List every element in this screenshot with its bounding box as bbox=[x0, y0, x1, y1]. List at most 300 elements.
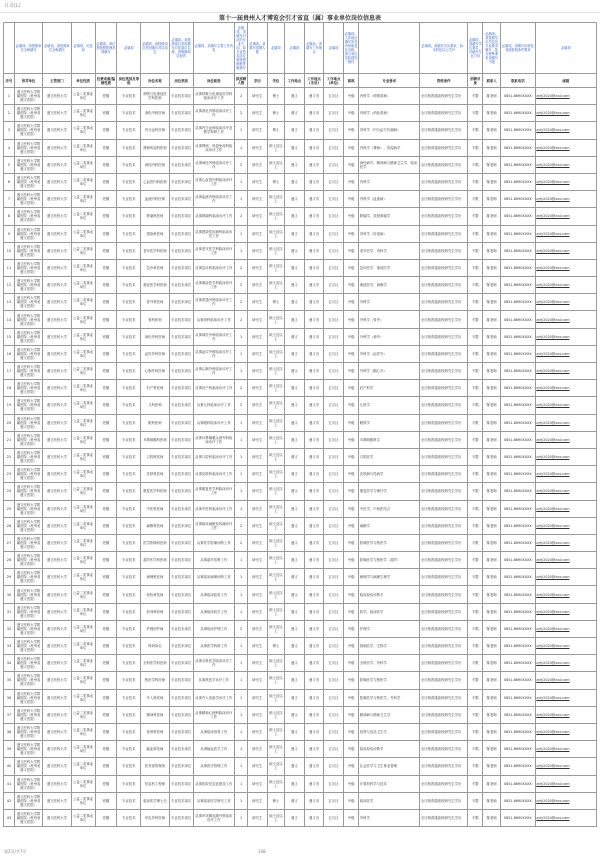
cell-contact: 陈老师 bbox=[483, 534, 500, 551]
cell-city: 遵义市 bbox=[304, 208, 324, 225]
cell-location: 遵义 bbox=[285, 603, 305, 620]
cell-funding: 差额 bbox=[95, 500, 117, 517]
cell-email[interactable]: zyfy2024@xxx.com bbox=[535, 414, 596, 431]
cell-title: 中级 bbox=[343, 775, 358, 792]
cell-duties: 从事耳鼻咽喉头颈外科临床诊疗工作 bbox=[193, 431, 234, 448]
cell-duties: 从事皮肤科临床诊疗工作 bbox=[193, 466, 234, 483]
cell-post-type: 专业技术岗位 bbox=[169, 534, 193, 551]
cell-index: 28 bbox=[4, 552, 15, 569]
cell-duties: 从事临床营养工作 bbox=[193, 723, 234, 740]
cell-post-class: 专业技术 bbox=[117, 294, 141, 311]
cell-title: 中级 bbox=[343, 689, 358, 706]
cell-unit: 遵义医科大学附属医院（贵州省遵义医院） bbox=[14, 586, 42, 603]
cell-major: 耳鼻咽喉科学 bbox=[359, 431, 420, 448]
cell-district: 汇川区 bbox=[324, 758, 344, 775]
cell-post-type: 专业技术岗位 bbox=[169, 139, 193, 156]
cell-count: 2 bbox=[235, 277, 248, 294]
cell-qualification: 全日制普通高校研究生学历 bbox=[420, 156, 468, 173]
cell-email[interactable]: zyfy2024@xxx.com bbox=[535, 792, 596, 809]
cell-degree: 硕士及以上 bbox=[267, 225, 284, 242]
cell-post-class: 专业技术 bbox=[117, 638, 141, 655]
cell-email[interactable]: zyfy2024@xxx.com bbox=[535, 500, 596, 517]
cell-city: 遵义市 bbox=[304, 809, 324, 826]
cell-location: 遵义 bbox=[285, 139, 305, 156]
cell-phone: 0851-8690XXXX bbox=[500, 414, 535, 431]
cell-post-name: 护理部护师 bbox=[141, 620, 169, 637]
cell-phone: 0851-8690XXXX bbox=[500, 706, 535, 723]
cell-index: 39 bbox=[4, 741, 15, 758]
cell-education: 研究生 bbox=[248, 706, 268, 723]
cell-phone: 0851-8690XXXX bbox=[500, 517, 535, 534]
requirement-cell: 必填项。须填写对应的专业方向，如专业技术岗位需按照职称等级填写 bbox=[235, 23, 248, 74]
cell-location: 遵义 bbox=[285, 380, 305, 397]
cell-title: 中级 bbox=[343, 242, 358, 259]
cell-unit: 遵义医科大学附属医院（贵州省遵义医院） bbox=[14, 689, 42, 706]
column-header-location: 工作地点 bbox=[285, 74, 305, 88]
cell-district: 汇川区 bbox=[324, 139, 344, 156]
cell-email[interactable]: zyfy2024@xxx.com bbox=[535, 448, 596, 465]
cell-email[interactable]: zyfy2024@xxx.com bbox=[535, 380, 596, 397]
cell-count: 1 bbox=[235, 552, 248, 569]
cell-education: 研究生 bbox=[248, 156, 268, 173]
cell-duties: 从事肾病、风湿免疫科临床诊疗工作 bbox=[193, 139, 234, 156]
toolbar-label[interactable]: 目录(L) bbox=[4, 3, 21, 9]
cell-index: 1 bbox=[4, 88, 15, 105]
cell-duties: 从事眼科临床诊疗工作 bbox=[193, 414, 234, 431]
cell-location: 遵义 bbox=[285, 792, 305, 809]
cell-degree: 硕士及以上 bbox=[267, 431, 284, 448]
cell-post-name: 营养科医师 bbox=[141, 723, 169, 740]
cell-unit-type: 公益二类事业单位 bbox=[71, 156, 95, 173]
cell-index: 37 bbox=[4, 706, 15, 723]
cell-post-type: 专业技术岗位 bbox=[169, 242, 193, 259]
cell-unit-type: 公益二类事业单位 bbox=[71, 792, 95, 809]
cell-unit: 遵义医科大学附属医院（贵州省遵义医院） bbox=[14, 517, 42, 534]
cell-count: 1 bbox=[235, 345, 248, 362]
cell-post-class: 专业技术 bbox=[117, 414, 141, 431]
cell-duties: 从事神经内科临床诊疗工作 bbox=[193, 156, 234, 173]
cell-email[interactable]: zyfy2024@xxx.com bbox=[535, 723, 596, 740]
cell-education: 研究生 bbox=[248, 191, 268, 208]
cell-location: 遵义 bbox=[285, 448, 305, 465]
cell-degree: 硕士及以上 bbox=[267, 620, 284, 637]
cell-education: 研究生 bbox=[248, 122, 268, 139]
cell-location: 遵义 bbox=[285, 431, 305, 448]
cell-qualification: 全日制普通高校研究生学历 bbox=[420, 534, 468, 551]
cell-contact: 陈老师 bbox=[483, 655, 500, 672]
cell-unit-type: 公益二类事业单位 bbox=[71, 191, 95, 208]
cell-duties: 从事医疗管理工作 bbox=[193, 758, 234, 775]
cell-post-type: 专业技术岗位 bbox=[169, 294, 193, 311]
cell-district: 汇川区 bbox=[324, 534, 344, 551]
table-row bbox=[4, 466, 597, 483]
cell-department: 遵义医科大学 bbox=[43, 448, 71, 465]
cell-email[interactable]: zyfy2024@xxx.com bbox=[535, 139, 596, 156]
table-row bbox=[4, 363, 597, 380]
requirement-cell: 必填项 bbox=[267, 23, 284, 74]
cell-city: 遵义市 bbox=[304, 586, 324, 603]
cell-qualification: 全日制普通高校研究生学历 bbox=[420, 294, 468, 311]
cell-post-type: 专业技术岗位 bbox=[169, 431, 193, 448]
cell-department: 遵义医科大学 bbox=[43, 380, 71, 397]
cell-unit-type: 公益二类事业单位 bbox=[71, 569, 95, 586]
cell-department: 遵义医科大学 bbox=[43, 672, 71, 689]
cell-email[interactable]: zyfy2024@xxx.com bbox=[535, 173, 596, 190]
cell-count: 2 bbox=[235, 105, 248, 122]
cell-post-name: 急诊科医师 bbox=[141, 259, 169, 276]
cell-contact: 陈老师 bbox=[483, 380, 500, 397]
cell-unit-type: 公益二类事业单位 bbox=[71, 655, 95, 672]
cell-district: 汇川区 bbox=[324, 672, 344, 689]
cell-post-class: 专业技术 bbox=[117, 689, 141, 706]
cell-major: 计算机科学与技术 bbox=[359, 775, 420, 792]
cell-district: 汇川区 bbox=[324, 294, 344, 311]
cell-email[interactable]: zyfy2024@xxx.com bbox=[535, 809, 596, 826]
cell-duties: 从事妇产科临床诊疗工作 bbox=[193, 380, 234, 397]
cell-major: 临床医学 bbox=[359, 792, 420, 809]
cell-funding: 差额 bbox=[95, 380, 117, 397]
cell-email[interactable]: zyfy2024@xxx.com bbox=[535, 706, 596, 723]
cell-district: 汇川区 bbox=[324, 483, 344, 500]
cell-district: 汇川区 bbox=[324, 500, 344, 517]
cell-district: 汇川区 bbox=[324, 655, 344, 672]
column-header-funding: 经费来源/编制性质 bbox=[95, 74, 117, 88]
cell-post-type: 专业技术岗位 bbox=[169, 448, 193, 465]
cell-post-name: 老年医学科医师 bbox=[141, 242, 169, 259]
cell-email[interactable]: zyfy2024@xxx.com bbox=[535, 225, 596, 242]
cell-qualification: 全日制普通高校研究生学历 bbox=[420, 620, 468, 637]
cell-major: 麻醉学 bbox=[359, 517, 420, 534]
cell-unit-type: 公益二类事业单位 bbox=[71, 225, 95, 242]
cell-unit: 遵义医科大学附属医院（贵州省遵义医院） bbox=[14, 552, 42, 569]
cell-email[interactable]: zyfy2024@xxx.com bbox=[535, 88, 596, 105]
cell-city: 遵义市 bbox=[304, 792, 324, 809]
cell-email[interactable]: zyfy2024@xxx.com bbox=[535, 105, 596, 122]
cell-target: 不限 bbox=[468, 380, 483, 397]
cell-email[interactable]: zyfy2024@xxx.com bbox=[535, 397, 596, 414]
cell-degree: 硕士及以上 bbox=[267, 466, 284, 483]
cell-count: 1 bbox=[235, 689, 248, 706]
cell-qualification: 全日制普通高校研究生学历 bbox=[420, 517, 468, 534]
cell-major: 外科学（胸心外） bbox=[359, 363, 420, 380]
cell-degree: 硕士及以上 bbox=[267, 363, 284, 380]
cell-post-class: 专业技术 bbox=[117, 363, 141, 380]
cell-degree: 硕士及以上 bbox=[267, 259, 284, 276]
cell-major: 内科学 bbox=[359, 173, 420, 190]
cell-index: 11 bbox=[4, 259, 15, 276]
cell-city: 遵义市 bbox=[304, 689, 324, 706]
cell-post-class: 专业技术 bbox=[117, 672, 141, 689]
cell-major: 影像医学与核医学、外科学 bbox=[359, 689, 420, 706]
cell-duties: 从事甲状腺乳腺外科临床诊疗工作 bbox=[193, 809, 234, 826]
cell-email[interactable]: zyfy2024@xxx.com bbox=[535, 483, 596, 500]
cell-major: 精神病与精神卫生学 bbox=[359, 706, 420, 723]
cell-city: 遵义市 bbox=[304, 139, 324, 156]
cell-email[interactable]: zyfy2024@xxx.com bbox=[535, 431, 596, 448]
column-header-duties: 岗位职责 bbox=[193, 74, 234, 88]
cell-location: 遵义 bbox=[285, 517, 305, 534]
cell-post-name: 肾病风湿科医师 bbox=[141, 139, 169, 156]
requirement-cell: 必填项。工作地点填写所在市州和县区名称，须与单位实际情况相符 bbox=[343, 23, 358, 74]
cell-qualification: 全日制普通高校研究生学历 bbox=[420, 139, 468, 156]
cell-email[interactable]: zyfy2024@xxx.com bbox=[535, 552, 596, 569]
cell-phone: 0851-8690XXXX bbox=[500, 191, 535, 208]
cell-unit: 遵义医科大学附属医院（贵州省遵义医院） bbox=[14, 173, 42, 190]
cell-unit: 遵义医科大学附属医院（贵州省遵义医院） bbox=[14, 603, 42, 620]
cell-contact: 陈老师 bbox=[483, 586, 500, 603]
cell-title: 中级 bbox=[343, 569, 358, 586]
requirement-cell: 必填项。须按照单位全称填写 bbox=[14, 23, 42, 74]
cell-unit: 遵义医科大学附属医院（贵州省遵义医院） bbox=[14, 277, 42, 294]
cell-count: 1 bbox=[235, 448, 248, 465]
cell-department: 遵义医科大学 bbox=[43, 517, 71, 534]
cell-funding: 差额 bbox=[95, 792, 117, 809]
cell-email[interactable]: zyfy2024@xxx.com bbox=[535, 672, 596, 689]
cell-degree: 硕士及以上 bbox=[267, 277, 284, 294]
cell-target: 不限 bbox=[468, 586, 483, 603]
cell-email[interactable]: zyfy2024@xxx.com bbox=[535, 758, 596, 775]
cell-district: 汇川区 bbox=[324, 345, 344, 362]
cell-city: 遵义市 bbox=[304, 122, 324, 139]
cell-location: 遵义 bbox=[285, 363, 305, 380]
cell-department: 遵义医科大学 bbox=[43, 741, 71, 758]
table-row bbox=[4, 345, 597, 362]
cell-post-name: 科研岗位 bbox=[141, 638, 169, 655]
cell-email[interactable]: zyfy2024@xxx.com bbox=[535, 156, 596, 173]
cell-district: 汇川区 bbox=[324, 809, 344, 826]
cell-unit-type: 公益二类事业单位 bbox=[71, 105, 95, 122]
cell-post-class: 专业技术 bbox=[117, 706, 141, 723]
cell-duties: 从事医学影像诊断工作 bbox=[193, 534, 234, 551]
cell-target: 不限 bbox=[468, 603, 483, 620]
cell-unit-type: 公益二类事业单位 bbox=[71, 775, 95, 792]
cell-target: 不限 bbox=[468, 741, 483, 758]
cell-post-class: 专业技术 bbox=[117, 655, 141, 672]
cell-email[interactable]: zyfy2024@xxx.com bbox=[535, 122, 596, 139]
cell-email[interactable]: zyfy2024@xxx.com bbox=[535, 259, 596, 276]
cell-district: 汇川区 bbox=[324, 620, 344, 637]
cell-post-name: 精神科医师 bbox=[141, 706, 169, 723]
cell-index: 3 bbox=[4, 122, 15, 139]
cell-duties: 从事康复医学科临床诊疗工作 bbox=[193, 483, 234, 500]
cell-unit: 遵义医科大学附属医院（贵州省遵义医院） bbox=[14, 311, 42, 328]
cell-degree: 硕士及以上 bbox=[267, 689, 284, 706]
cell-location: 遵义 bbox=[285, 741, 305, 758]
cell-email[interactable]: zyfy2024@xxx.com bbox=[535, 569, 596, 586]
cell-location: 遵义 bbox=[285, 552, 305, 569]
cell-department: 遵义医科大学 bbox=[43, 775, 71, 792]
requirement-cell: 必填项。须填写招聘人数 bbox=[248, 23, 268, 74]
cell-funding: 差额 bbox=[95, 775, 117, 792]
cell-index: 42 bbox=[4, 792, 15, 809]
cell-post-class: 专业技术 bbox=[117, 775, 141, 792]
cell-email[interactable]: zyfy2024@xxx.com bbox=[535, 534, 596, 551]
cell-district: 汇川区 bbox=[324, 741, 344, 758]
cell-major: 外科学（骨外） bbox=[359, 311, 420, 328]
cell-post-class: 专业技术 bbox=[117, 723, 141, 740]
column-header-city: 工作地点(市县) bbox=[304, 74, 324, 88]
cell-post-name: 介入科医师 bbox=[141, 689, 169, 706]
column-header-unit-type: 单位性质 bbox=[71, 74, 95, 88]
requirement-cell: 必填项。须填写工作地点 bbox=[304, 23, 324, 74]
cell-major: 外科学（神外） bbox=[359, 328, 420, 345]
cell-post-class: 专业技术 bbox=[117, 328, 141, 345]
cell-target: 不限 bbox=[468, 277, 483, 294]
cell-email[interactable]: zyfy2024@xxx.com bbox=[535, 741, 596, 758]
cell-unit-type: 公益二类事业单位 bbox=[71, 414, 95, 431]
cell-unit-type: 公益二类事业单位 bbox=[71, 758, 95, 775]
cell-index: 22 bbox=[4, 448, 15, 465]
cell-phone: 0851-8690XXXX bbox=[500, 173, 535, 190]
cell-funding: 差额 bbox=[95, 466, 117, 483]
cell-email[interactable]: zyfy2024@xxx.com bbox=[535, 328, 596, 345]
cell-count: 2 bbox=[235, 380, 248, 397]
cell-email[interactable]: zyfy2024@xxx.com bbox=[535, 586, 596, 603]
cell-email[interactable]: zyfy2024@xxx.com bbox=[535, 311, 596, 328]
cell-post-class: 专业技术 bbox=[117, 311, 141, 328]
cell-count: 1 bbox=[235, 500, 248, 517]
cell-post-name: 中医科医师 bbox=[141, 500, 169, 517]
cell-email[interactable]: zyfy2024@xxx.com bbox=[535, 517, 596, 534]
cell-education: 研究生 bbox=[248, 139, 268, 156]
cell-city: 遵义市 bbox=[304, 173, 324, 190]
cell-title: 中级 bbox=[343, 414, 358, 431]
cell-department: 遵义医科大学 bbox=[43, 534, 71, 551]
cell-unit: 遵义医科大学附属医院（贵州省遵义医院） bbox=[14, 345, 42, 362]
cell-unit-type: 公益二类事业单位 bbox=[71, 294, 95, 311]
cell-qualification: 全日制普通高校研究生学历 bbox=[420, 414, 468, 431]
cell-unit: 遵义医科大学附属医院（贵州省遵义医院） bbox=[14, 208, 42, 225]
cell-funding: 差额 bbox=[95, 277, 117, 294]
cell-email[interactable]: zyfy2024@xxx.com bbox=[535, 294, 596, 311]
cell-post-name: 神经外科医师 bbox=[141, 328, 169, 345]
cell-post-type: 专业技术岗位 bbox=[169, 345, 193, 362]
cell-post-type: 专业技术岗位 bbox=[169, 775, 193, 792]
cell-unit: 遵义医科大学附属医院（贵州省遵义医院） bbox=[14, 466, 42, 483]
cell-email[interactable]: zyfy2024@xxx.com bbox=[535, 466, 596, 483]
cell-location: 遵义 bbox=[285, 809, 305, 826]
cell-phone: 0851-8690XXXX bbox=[500, 259, 535, 276]
column-header-email: 邮箱 bbox=[535, 74, 596, 88]
cell-major: 内科学（内分泌与代谢病） bbox=[359, 122, 420, 139]
cell-target: 不限 bbox=[468, 156, 483, 173]
cell-degree: 硕士及以上 bbox=[267, 345, 284, 362]
requirement-cell: 必填项。单位需按照管理类别填写 bbox=[95, 23, 117, 74]
cell-email[interactable]: zyfy2024@xxx.com bbox=[535, 191, 596, 208]
cell-title: 中级 bbox=[343, 294, 358, 311]
cell-post-class: 专业技术 bbox=[117, 809, 141, 826]
column-header-department: 主管部门 bbox=[43, 74, 71, 88]
cell-post-name: 神经内科医师 bbox=[141, 156, 169, 173]
cell-duties: 从事重症医学科临床诊疗工作 bbox=[193, 277, 234, 294]
cell-education: 研究生 bbox=[248, 689, 268, 706]
table-row bbox=[4, 139, 597, 156]
cell-unit: 遵义医科大学附属医院（贵州省遵义医院） bbox=[14, 122, 42, 139]
cell-major: 影像医学与核医学 bbox=[359, 534, 420, 551]
cell-funding: 差额 bbox=[95, 225, 117, 242]
cell-phone: 0851-8690XXXX bbox=[500, 139, 535, 156]
cell-district: 汇川区 bbox=[324, 225, 344, 242]
cell-post-name: 呼吸与危重症医学科医师 bbox=[141, 88, 169, 105]
cell-location: 遵义 bbox=[285, 225, 305, 242]
table-row bbox=[4, 741, 597, 758]
cell-email[interactable]: zyfy2024@xxx.com bbox=[535, 208, 596, 225]
cell-degree: 硕士及以上 bbox=[267, 603, 284, 620]
cell-email[interactable]: zyfy2024@xxx.com bbox=[535, 277, 596, 294]
cell-qualification: 全日制普通高校研究生学历 bbox=[420, 483, 468, 500]
cell-index: 13 bbox=[4, 294, 15, 311]
cell-email[interactable]: zyfy2024@xxx.com bbox=[535, 345, 596, 362]
cell-location: 遵义 bbox=[285, 775, 305, 792]
cell-contact: 陈老师 bbox=[483, 225, 500, 242]
cell-location: 遵义 bbox=[285, 534, 305, 551]
cell-count: 1 bbox=[235, 758, 248, 775]
column-header-post-type: 岗位类别 bbox=[169, 74, 193, 88]
cell-major: 妇产科学 bbox=[359, 380, 420, 397]
cell-target: 不限 bbox=[468, 792, 483, 809]
cell-index: 34 bbox=[4, 655, 15, 672]
cell-email[interactable]: zyfy2024@xxx.com bbox=[535, 603, 596, 620]
cell-unit-type: 公益二类事业单位 bbox=[71, 552, 95, 569]
cell-location: 遵义 bbox=[285, 345, 305, 362]
cell-qualification: 全日制普通高校研究生学历 bbox=[420, 672, 468, 689]
cell-location: 遵义 bbox=[285, 620, 305, 637]
cell-unit-type: 公益二类事业单位 bbox=[71, 603, 95, 620]
cell-funding: 差额 bbox=[95, 672, 117, 689]
cell-index: 30 bbox=[4, 586, 15, 603]
cell-count: 1 bbox=[235, 328, 248, 345]
cell-qualification: 全日制普通高校研究生学历 bbox=[420, 603, 468, 620]
cell-target: 不限 bbox=[468, 620, 483, 637]
cell-funding: 差额 bbox=[95, 191, 117, 208]
cell-funding: 差额 bbox=[95, 603, 117, 620]
cell-email[interactable]: zyfy2024@xxx.com bbox=[535, 638, 596, 655]
cell-email[interactable]: zyfy2024@xxx.com bbox=[535, 242, 596, 259]
cell-qualification: 全日制普通高校研究生学历 bbox=[420, 569, 468, 586]
cell-post-class: 专业技术 bbox=[117, 88, 141, 105]
cell-district: 汇川区 bbox=[324, 414, 344, 431]
cell-education: 研究生 bbox=[248, 672, 268, 689]
requirement-cell bbox=[359, 23, 420, 74]
cell-email[interactable]: zyfy2024@xxx.com bbox=[535, 620, 596, 637]
requirement-cell bbox=[4, 23, 15, 74]
cell-count: 1 bbox=[235, 792, 248, 809]
cell-department: 遵义医科大学 bbox=[43, 809, 71, 826]
cell-email[interactable]: zyfy2024@xxx.com bbox=[535, 655, 596, 672]
cell-qualification: 全日制普通高校研究生学历 bbox=[420, 208, 468, 225]
cell-department: 遵义医科大学 bbox=[43, 483, 71, 500]
cell-district: 汇川区 bbox=[324, 156, 344, 173]
cell-count: 2 bbox=[235, 259, 248, 276]
cell-district: 汇川区 bbox=[324, 569, 344, 586]
cell-post-name: 妇产科医师 bbox=[141, 380, 169, 397]
cell-email[interactable]: zyfy2024@xxx.com bbox=[535, 363, 596, 380]
requirement-cell: 必填项，可选项 bbox=[71, 23, 95, 74]
cell-post-type: 专业技术岗位 bbox=[169, 380, 193, 397]
cell-department: 遵义医科大学 bbox=[43, 345, 71, 362]
cell-phone: 0851-8690XXXX bbox=[500, 311, 535, 328]
column-header-count: 拟招聘人数 bbox=[235, 74, 248, 88]
cell-education: 研究生 bbox=[248, 758, 268, 775]
cell-email[interactable]: zyfy2024@xxx.com bbox=[535, 689, 596, 706]
cell-department: 遵义医科大学 bbox=[43, 655, 71, 672]
cell-post-type: 专业技术岗位 bbox=[169, 311, 193, 328]
cell-department: 遵义医科大学 bbox=[43, 723, 71, 740]
cell-post-class: 专业技术 bbox=[117, 242, 141, 259]
cell-post-class: 专业技术 bbox=[117, 517, 141, 534]
cell-email[interactable]: zyfy2024@xxx.com bbox=[535, 775, 596, 792]
cell-funding: 差额 bbox=[95, 620, 117, 637]
